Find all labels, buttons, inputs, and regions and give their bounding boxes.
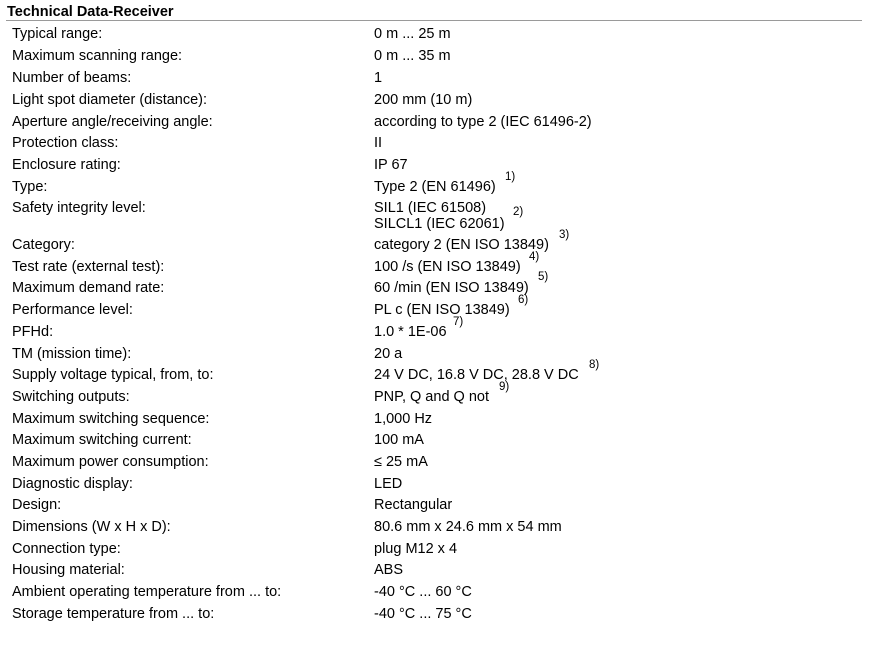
spec-label: Category:: [12, 237, 75, 253]
spec-label: Storage temperature from ... to:: [12, 606, 215, 622]
spec-label: Ambient operating temperature from ... to:: [12, 584, 282, 600]
footnote-marker: 5): [538, 271, 549, 283]
spec-label: Protection class:: [12, 135, 119, 151]
footnote-marker: 9): [499, 381, 510, 393]
spec-label: Dimensions (W x H x D):: [12, 519, 171, 535]
footnote-marker: 1): [505, 171, 516, 183]
spec-value: 100 /s (EN ISO 13849): [374, 259, 521, 275]
spec-value: 0 m ... 35 m: [374, 48, 451, 64]
spec-label: Switching outputs:: [12, 389, 130, 405]
spec-value: 60 /min (EN ISO 13849): [374, 280, 529, 296]
spec-label: Safety integrity level:: [12, 200, 146, 216]
spec-value: IP 67: [374, 157, 408, 173]
spec-value: PL c (EN ISO 13849): [374, 302, 510, 318]
spec-value: SIL1 (IEC 61508): [374, 200, 487, 216]
footnote-marker: 6): [518, 294, 529, 306]
footnote-marker: 3): [559, 229, 570, 241]
spec-label: Maximum switching sequence:: [12, 411, 210, 427]
spec-value: according to type 2 (IEC 61496-2): [374, 114, 592, 130]
spec-value: -40 °C ... 75 °C: [374, 606, 472, 622]
spec-label: Maximum demand rate:: [12, 280, 165, 296]
section-title: Technical Data-Receiver: [7, 4, 174, 20]
spec-value: Rectangular: [374, 497, 453, 513]
spec-label: PFHd:: [12, 324, 54, 340]
spec-value: 200 mm (10 m): [374, 92, 473, 108]
spec-value: 24 V DC, 16.8 V DC, 28.8 V DC: [374, 367, 579, 383]
footnote-marker: 2): [513, 206, 524, 218]
spec-label: Diagnostic display:: [12, 476, 133, 492]
spec-label: Housing material:: [12, 562, 125, 578]
spec-value: category 2 (EN ISO 13849): [374, 237, 549, 253]
spec-value: ≤ 25 mA: [374, 454, 428, 470]
spec-label: Performance level:: [12, 302, 133, 318]
footnote-marker: 8): [589, 359, 600, 371]
footnote-marker: 4): [529, 251, 540, 263]
spec-label: Design:: [12, 497, 62, 513]
spec-value: plug M12 x 4: [374, 541, 458, 557]
spec-label: Typical range:: [12, 26, 103, 42]
spec-value: 0 m ... 25 m: [374, 26, 451, 42]
spec-label: Number of beams:: [12, 70, 132, 86]
spec-value: 1.0 * 1E-06: [374, 324, 447, 340]
spec-value: LED: [374, 476, 403, 492]
spec-value: II: [374, 135, 383, 151]
spec-value: 100 mA: [374, 432, 424, 448]
spec-label: Type:: [12, 179, 48, 195]
spec-value-line2: SILCL1 (IEC 62061): [374, 216, 505, 232]
spec-label: Connection type:: [12, 541, 121, 557]
spec-label: Light spot diameter (distance):: [12, 92, 208, 108]
spec-label: Aperture angle/receiving angle:: [12, 114, 213, 130]
spec-value: PNP, Q and Q not: [374, 389, 489, 405]
spec-label: Test rate (external test):: [12, 259, 165, 275]
spec-label: Maximum switching current:: [12, 432, 192, 448]
spec-value: -40 °C ... 60 °C: [374, 584, 472, 600]
spec-label: Supply voltage typical, from, to:: [12, 367, 214, 383]
spec-value: Type 2 (EN 61496): [374, 179, 496, 195]
spec-label: Enclosure rating:: [12, 157, 121, 173]
title-divider: [6, 20, 862, 21]
footnote-marker: 7): [453, 316, 464, 328]
spec-value: 20 a: [374, 346, 403, 362]
spec-value: 1: [374, 70, 383, 86]
spec-label: Maximum power consumption:: [12, 454, 209, 470]
spec-label: TM (mission time):: [12, 346, 132, 362]
spec-label: Maximum scanning range:: [12, 48, 183, 64]
spec-value: ABS: [374, 562, 404, 578]
spec-value: 80.6 mm x 24.6 mm x 54 mm: [374, 519, 562, 535]
spec-value: 1,000 Hz: [374, 411, 433, 427]
